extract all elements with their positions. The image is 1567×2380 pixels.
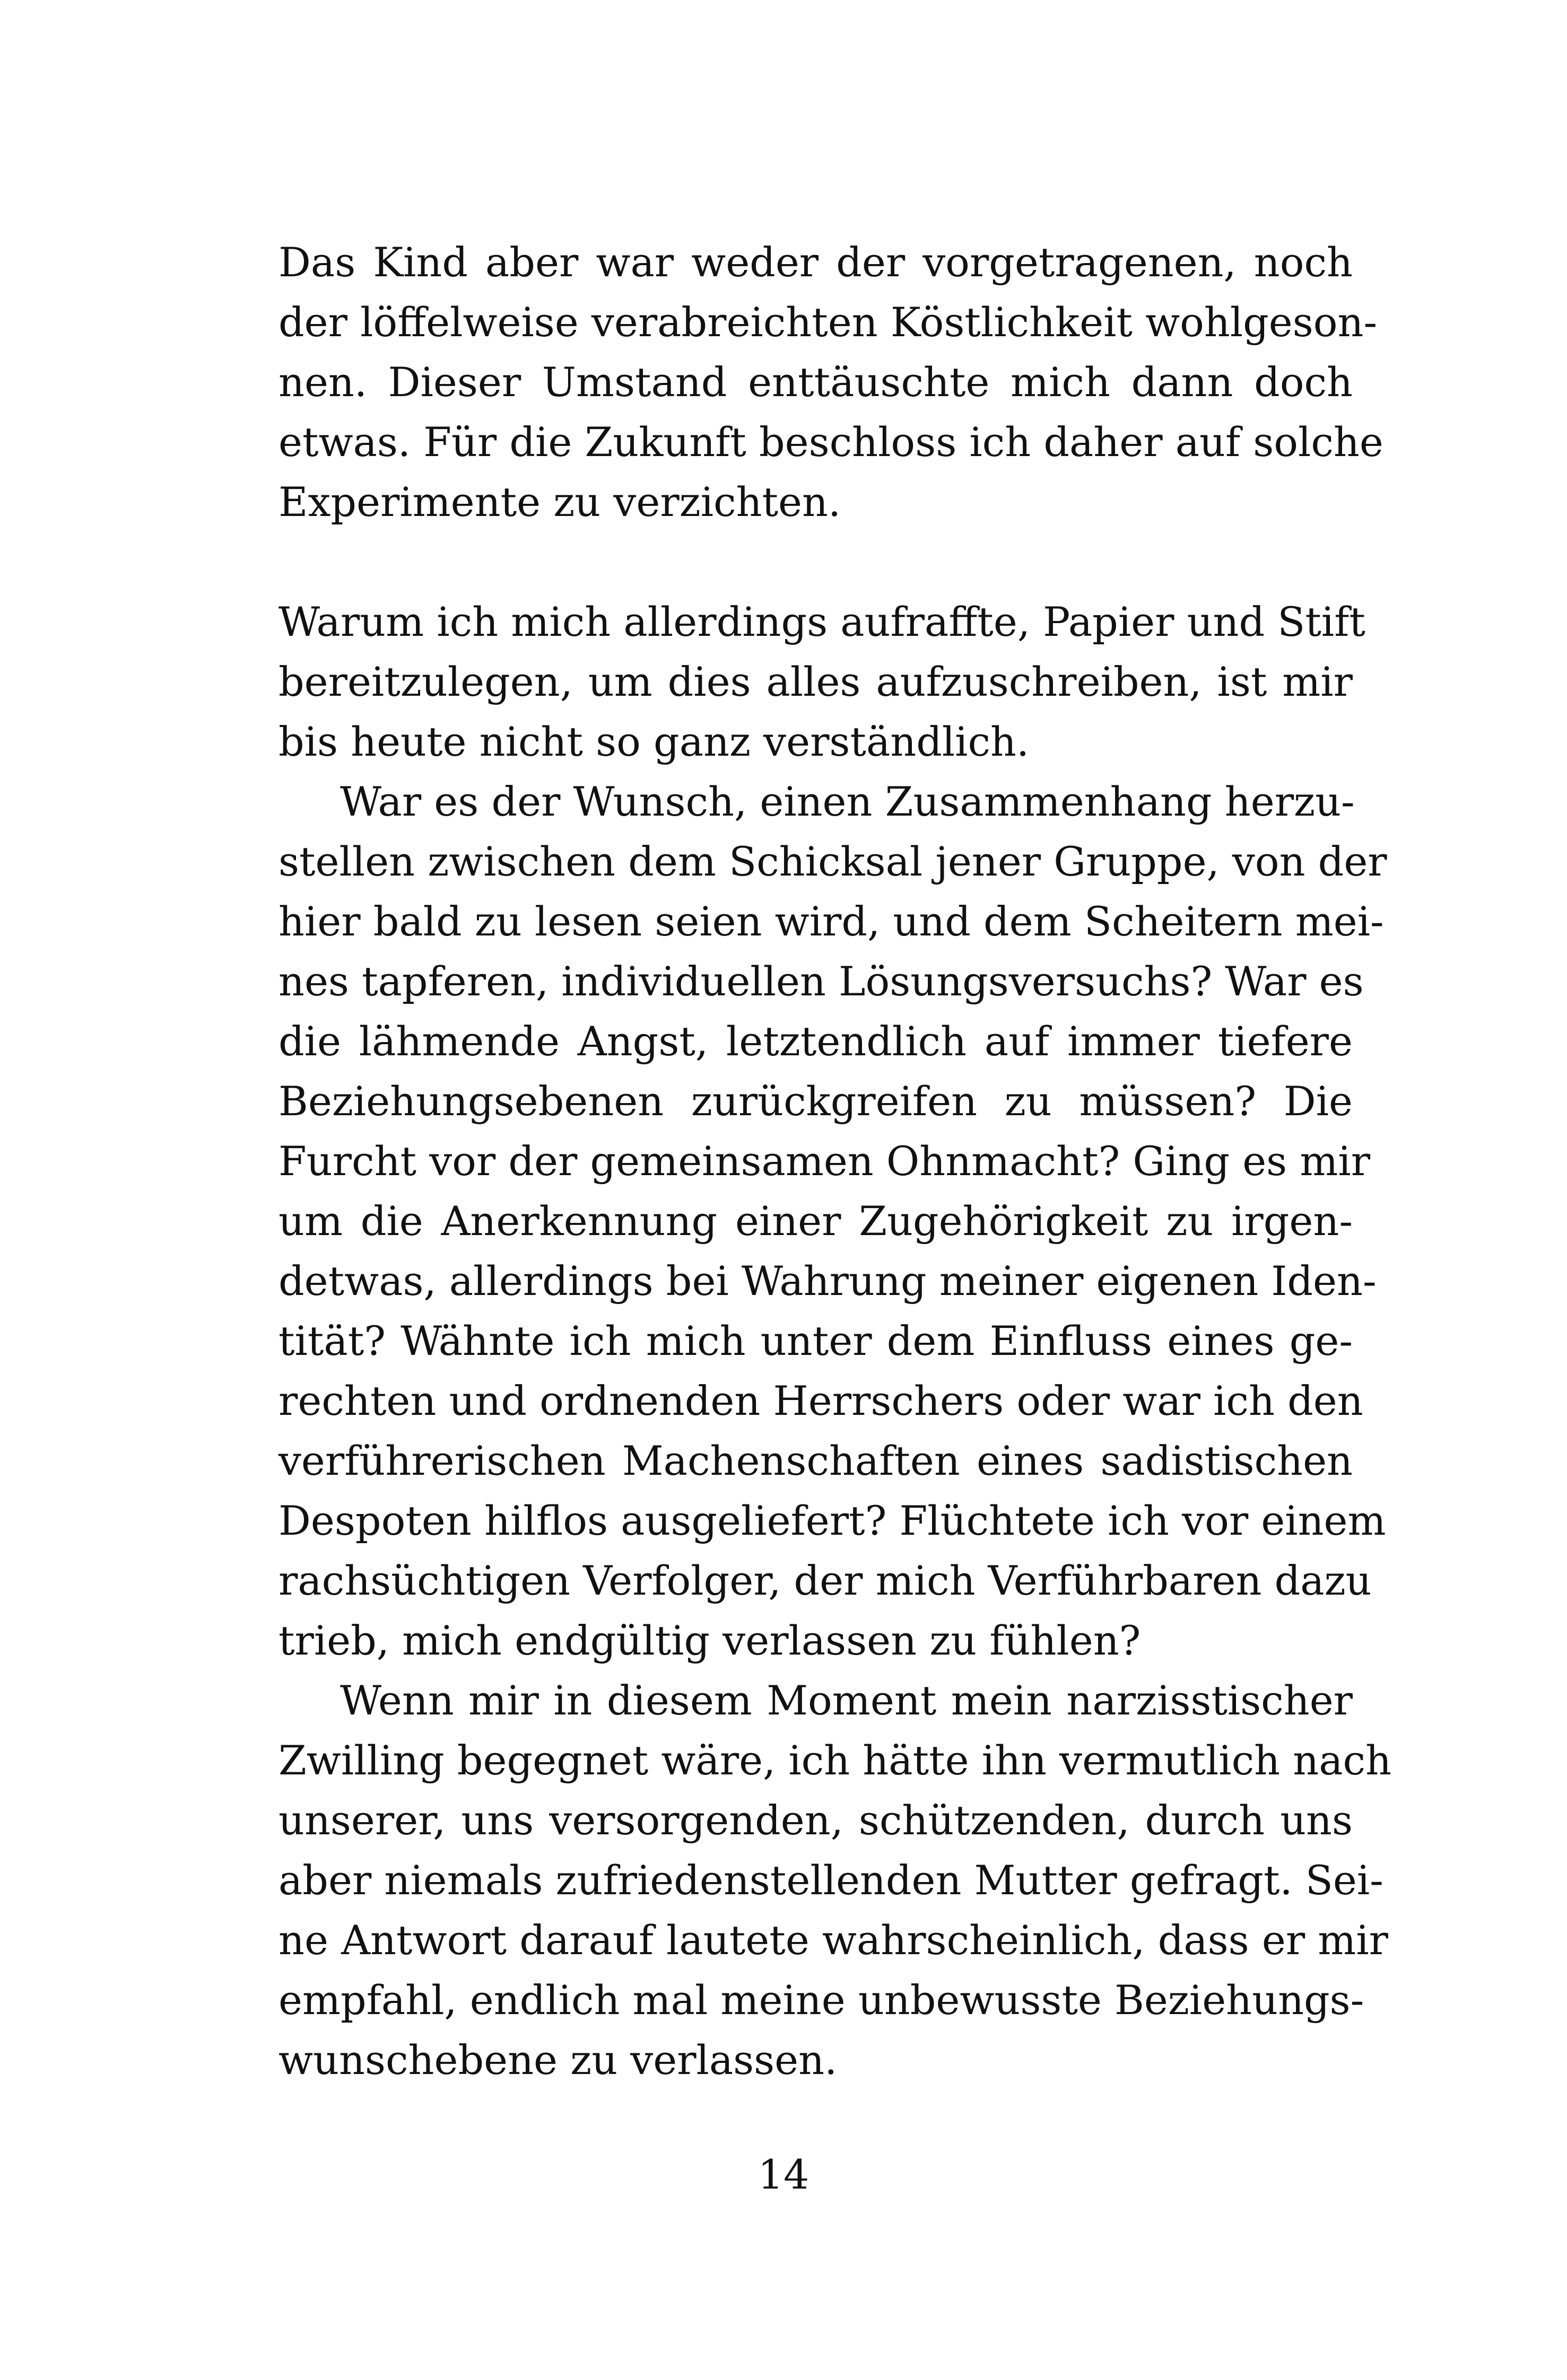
paragraph-4 xyxy=(278,1670,1392,2090)
paragraph-2 xyxy=(278,592,1365,772)
text-line: stellen zwischen dem Schicksal jener Gruppe, von der xyxy=(278,838,1387,885)
text-line: bis heute nicht so ganz verständlich. xyxy=(278,718,1030,765)
text-line: um die Anerkennung einer Zugehörigkeit zu irgen- xyxy=(278,1197,1353,1245)
text-line: Furcht vor der gemeinsamen Ohnmacht? Ging es mir xyxy=(278,1138,1371,1185)
text-line: trieb, mich endgültig verlassen zu fühlen? xyxy=(278,1617,1141,1664)
text-line: rechten und ordnenden Herrschers oder war ich den xyxy=(278,1377,1363,1424)
paragraph-3 xyxy=(278,772,1387,1670)
text-line: aber niemals zufriedenstellenden Mutter gefragt. Sei- xyxy=(278,1857,1383,1904)
text-line: Warum ich mich allerdings aufraffte, Papier und Stift xyxy=(278,598,1365,645)
text-line: detwas, allerdings bei Wahrung meiner eigenen Iden- xyxy=(278,1257,1377,1305)
text-line: nen. Dieser Umstand enttäuschte mich dann doch xyxy=(278,358,1353,406)
text-line: Despoten hilflos ausgeliefert? Flüchtete ich vor einem xyxy=(278,1497,1386,1544)
paragraph-1 xyxy=(278,232,1383,532)
text-line: die lähmende Angst, letztendlich auf immer tiefere xyxy=(278,1018,1353,1065)
text-line: empfahl, endlich mal meine unbewusste Beziehungs- xyxy=(278,1976,1364,2024)
text-line: etwas. Für die Zukunft beschloss ich daher auf solche xyxy=(278,418,1383,466)
text-line: Wenn mir in diesem Moment mein narzisstischer xyxy=(340,1677,1353,1724)
text-line: hier bald zu lesen seien wird, und dem Scheitern mei- xyxy=(278,898,1384,945)
text-line: Zwilling begegnet wäre, ich hätte ihn vermutlich nach xyxy=(278,1737,1392,1784)
text-line: nes tapferen, individuellen Lösungsversuchs? War es xyxy=(278,958,1364,1005)
text-line: rachsüchtigen Verfolger, der mich Verführbaren dazu xyxy=(278,1557,1372,1604)
section-break xyxy=(278,532,1353,592)
text-line: unserer, uns versorgenden, schützenden, durch uns xyxy=(278,1797,1353,1844)
text-line: War es der Wunsch, einen Zusammenhang herzu- xyxy=(340,778,1355,825)
text-line: tität? Wähnte ich mich unter dem Einfluss eines ge- xyxy=(278,1317,1353,1364)
text-line: Das Kind aber war weder der vorgetragenen, noch xyxy=(278,239,1353,286)
text-line: der löffelweise verabreichten Köstlichkeit wohlgeson- xyxy=(278,299,1378,346)
body-text xyxy=(278,232,1392,2090)
text-line: bereitzulegen, um dies alles aufzuschreiben, ist mir xyxy=(278,658,1353,705)
text-line: Experimente zu verzichten. xyxy=(278,478,841,526)
text-line: ne Antwort darauf lautete wahrscheinlich, dass er mir xyxy=(278,1917,1389,1964)
text-line: wunschebene zu verlassen. xyxy=(278,2036,838,2084)
text-line: Beziehungsebenen zurückgreifen zu müssen? Die xyxy=(278,1078,1353,1125)
text-line: verführerischen Machenschaften eines sadistischen xyxy=(278,1437,1353,1484)
page-number: 14 xyxy=(758,2151,809,2198)
